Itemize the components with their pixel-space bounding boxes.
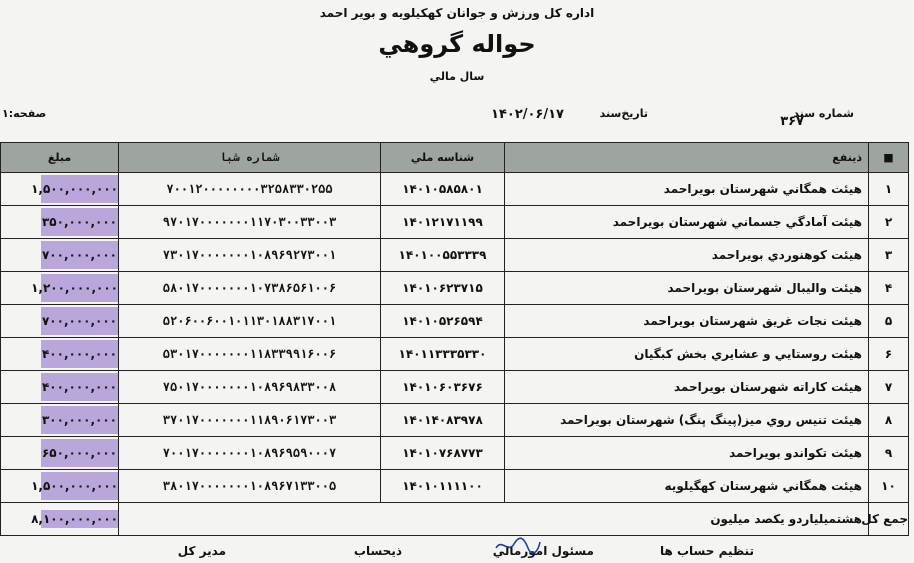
beneficiary-name: هيئت تکواندو بويراحمد bbox=[505, 437, 869, 470]
national-id: ۱۴۰۱۰۷۶۸۷۷۳ bbox=[381, 437, 505, 470]
national-id: ۱۴۰۱۲۱۷۱۱۹۹ bbox=[381, 206, 505, 239]
row-number: ۴ bbox=[869, 272, 909, 305]
row-number: ۱۰ bbox=[869, 470, 909, 503]
doc-date: ۱۴۰۲/۰۶/۱۷ bbox=[491, 107, 564, 122]
beneficiary-name: هيئت کوهنوردي بويراحمد bbox=[505, 239, 869, 272]
sheba-number: ۷۰۰۱۲۰۰۰۰۰۰۰۰۳۲۵۸۳۳۰۲۵۵ bbox=[119, 173, 381, 206]
beneficiary-name: هيئت نجات غريق شهرستان بويراحمد bbox=[505, 305, 869, 338]
national-id: ۱۴۰۱۴۰۸۳۹۷۸ bbox=[381, 404, 505, 437]
row-number: ۶ bbox=[869, 338, 909, 371]
total-in-words: هشتميلياردو يکصد ميليون bbox=[119, 503, 869, 536]
table-row bbox=[1, 338, 909, 371]
total-amount: ۸,۱۰۰,۰۰۰,۰۰۰ bbox=[31, 511, 118, 526]
beneficiary-name: هيئت کاراته شهرستان بويراحمد bbox=[505, 371, 869, 404]
table-row bbox=[1, 173, 909, 206]
amount: ۱,۵۰۰,۰۰۰,۰۰۰ bbox=[41, 175, 118, 203]
sheba-number: ۵۲۰۶۰۰۶۰۰۱۰۱۱۳۰۱۸۸۳۱۷۰۰۱ bbox=[119, 305, 381, 338]
row-number: ۵ bbox=[869, 305, 909, 338]
table-row bbox=[1, 437, 909, 470]
amount-cell bbox=[1, 173, 119, 206]
total-amount-cell bbox=[1, 503, 119, 536]
signature-scribble-icon bbox=[494, 534, 542, 556]
amount-cell bbox=[1, 206, 119, 239]
fiscal-year-label: سال مالي bbox=[429, 70, 485, 83]
sheba-number: ۷۰۰۱۷۰۰۰۰۰۰۰۱۰۸۹۶۹۵۹۰۰۰۷ bbox=[119, 437, 381, 470]
table-body bbox=[1, 173, 909, 503]
amount: ۱,۲۰۰,۰۰۰,۰۰۰ bbox=[41, 274, 118, 302]
beneficiary-name: هيئت همگاني شهرستان کهگيلويه bbox=[505, 470, 869, 503]
document-title: حواله گروهي bbox=[378, 30, 536, 58]
sheba-number: ۳۸۰۱۷۰۰۰۰۰۰۰۱۰۸۹۶۷۱۳۳۰۰۵ bbox=[119, 470, 381, 503]
organization-name: اداره کل ورزش و جوانان کهکیلویه و بویر احمد bbox=[319, 6, 595, 20]
amount: ۷۰۰,۰۰۰,۰۰۰ bbox=[41, 307, 118, 335]
amount-cell bbox=[1, 305, 119, 338]
row-number: ۳ bbox=[869, 239, 909, 272]
national-id: ۱۴۰۱۰۱۱۱۱۰۰ bbox=[381, 470, 505, 503]
payment-table bbox=[0, 142, 909, 536]
amount-cell bbox=[1, 371, 119, 404]
amount-cell bbox=[1, 404, 119, 437]
signature-manager: مدير کل bbox=[177, 544, 226, 558]
beneficiary-name: هيئت آمادگي جسماني شهرستان بويراحمد bbox=[505, 206, 869, 239]
column-header-sheba: شماره شبا bbox=[119, 143, 381, 173]
column-header-amount: مبلغ bbox=[1, 143, 119, 173]
amount: ۴۰۰,۰۰۰,۰۰۰ bbox=[41, 340, 118, 368]
beneficiary-name: هيئت تنيس روي ميز(پينگ پنگ) شهرستان بويراحمد bbox=[505, 404, 869, 437]
sheba-number: ۵۳۰۱۷۰۰۰۰۰۰۰۱۱۸۳۳۹۹۱۶۰۰۶ bbox=[119, 338, 381, 371]
national-id: ۱۴۰۱۰۰۵۵۳۳۳۹ bbox=[381, 239, 505, 272]
row-number: ۸ bbox=[869, 404, 909, 437]
amount-cell bbox=[1, 437, 119, 470]
row-number: ۱ bbox=[869, 173, 909, 206]
national-id: ۱۴۰۱۰۵۸۵۸۰۱ bbox=[381, 173, 505, 206]
row-number: ۷ bbox=[869, 371, 909, 404]
amount: ۳۰۰,۰۰۰,۰۰۰ bbox=[41, 406, 118, 434]
row-number: ۹ bbox=[869, 437, 909, 470]
national-id: ۱۴۰۱۰۵۲۶۵۹۴ bbox=[381, 305, 505, 338]
doc-number-label: شماره سند bbox=[793, 107, 854, 120]
table-row bbox=[1, 239, 909, 272]
column-header-national-id: شناسه ملي bbox=[381, 143, 505, 173]
doc-number: ۳۶۷ bbox=[780, 114, 804, 129]
signature-recipient: ذيحساب bbox=[353, 544, 402, 558]
signature-finance-officer: مسئول امورمالي bbox=[492, 544, 594, 558]
table-row bbox=[1, 305, 909, 338]
amount-cell bbox=[1, 239, 119, 272]
amount: ۶۵۰,۰۰۰,۰۰۰ bbox=[41, 439, 118, 467]
amount: ۳۵۰,۰۰۰,۰۰۰ bbox=[41, 208, 118, 236]
sheba-number: ۳۷۰۱۷۰۰۰۰۰۰۰۱۱۸۹۰۶۱۷۳۰۰۳ bbox=[119, 404, 381, 437]
sheba-number: ۹۷۰۱۷۰۰۰۰۰۰۰۱۱۷۰۳۰۰۳۳۰۰۳ bbox=[119, 206, 381, 239]
sheba-number: ۵۸۰۱۷۰۰۰۰۰۰۰۱۰۷۳۸۶۵۶۱۰۰۶ bbox=[119, 272, 381, 305]
column-header-row-number: ■ bbox=[869, 143, 909, 173]
table-row bbox=[1, 371, 909, 404]
total-label: جمع کل bbox=[869, 503, 909, 536]
sheba-number: ۷۵۰۱۷۰۰۰۰۰۰۰۱۰۸۹۶۹۸۳۳۰۰۸ bbox=[119, 371, 381, 404]
row-number: ۲ bbox=[869, 206, 909, 239]
amount-cell bbox=[1, 470, 119, 503]
page-number: صفحه:۱ bbox=[2, 107, 47, 120]
sheba-number: ۷۳۰۱۷۰۰۰۰۰۰۰۱۰۸۹۶۹۲۷۳۰۰۱ bbox=[119, 239, 381, 272]
table-row bbox=[1, 206, 909, 239]
amount-cell bbox=[1, 338, 119, 371]
signature-accounts: تنظيم حساب ها bbox=[659, 544, 754, 558]
table-row bbox=[1, 272, 909, 305]
national-id: ۱۴۰۱۰۶۲۳۷۱۵ bbox=[381, 272, 505, 305]
column-header-beneficiary: ذينفع bbox=[505, 143, 869, 173]
amount: ۷۰۰,۰۰۰,۰۰۰ bbox=[41, 241, 118, 269]
table-header-row bbox=[1, 143, 909, 173]
table-row bbox=[1, 470, 909, 503]
total-row bbox=[1, 503, 909, 536]
table-row bbox=[1, 404, 909, 437]
national-id: ۱۴۰۱۱۳۳۳۵۳۳۰ bbox=[381, 338, 505, 371]
doc-date-label: تاريخ‌سند bbox=[599, 107, 648, 120]
beneficiary-name: هيئت روستايي و عشايري بخش کبگيان bbox=[505, 338, 869, 371]
amount: ۴۰۰,۰۰۰,۰۰۰ bbox=[41, 373, 118, 401]
national-id: ۱۴۰۱۰۶۰۳۶۷۶ bbox=[381, 371, 505, 404]
beneficiary-name: هيئت همگاني شهرستان بويراحمد bbox=[505, 173, 869, 206]
amount-cell bbox=[1, 272, 119, 305]
beneficiary-name: هيئت واليبال شهرستان بويراحمد bbox=[505, 272, 869, 305]
amount: ۱,۵۰۰,۰۰۰,۰۰۰ bbox=[41, 472, 118, 500]
